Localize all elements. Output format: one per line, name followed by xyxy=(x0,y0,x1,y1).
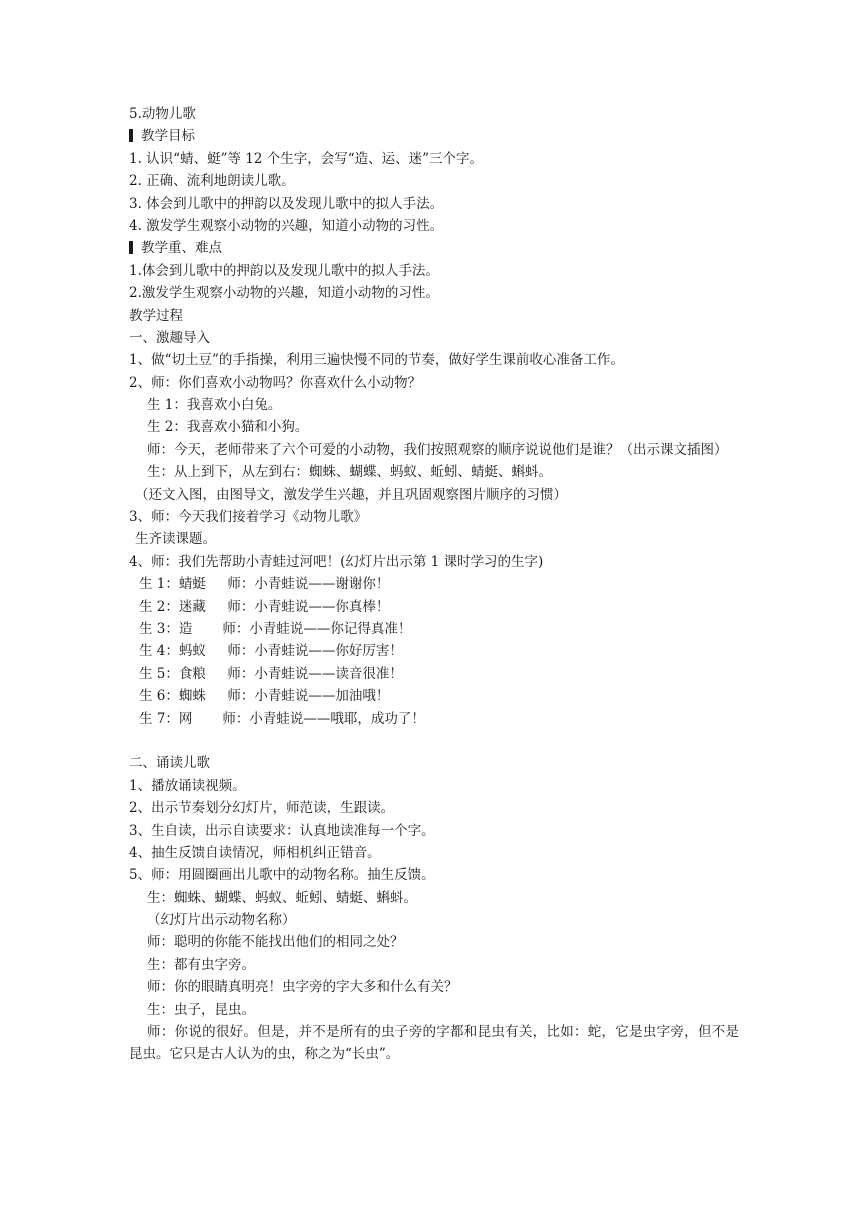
section-heading-key-points xyxy=(129,237,739,259)
vocab-row: 生 4：蚂蚁 师：小青蛙说——你好厉害！ xyxy=(139,643,403,660)
goal-item: 2. 正确、流利地朗读儿歌。 xyxy=(129,173,295,190)
dialogue-line: 生 1：我喜欢小白兔。 xyxy=(147,397,282,414)
dialogue-line: 生齐读课题。 xyxy=(135,531,216,548)
vocab-row: 生 5：食粮 师：小青蛙说——读音很准！ xyxy=(139,665,403,682)
dialogue-line: 师：聪明的你能不能找出他们的相同之处？ xyxy=(147,934,404,951)
dialogue-line: 生 2：我喜欢小猫和小狗。 xyxy=(147,419,309,436)
paragraph: 3、师：今天我们接着学习《动物儿歌》 xyxy=(129,509,368,526)
process-heading: 教学过程 xyxy=(129,307,183,324)
vocab-row: 生 1：蜻蜓 师：小青蛙说——谢谢你！ xyxy=(139,576,390,593)
dialogue-line: 师：你的眼睛真明亮！虫字旁的字大多和什么有关？ xyxy=(147,979,458,996)
dialogue-paragraph: 师：今天，老师带来了六个可爱的小动物，我们按照观察的顺序说说他们是谁？（出示课文插图） xyxy=(147,441,728,458)
paragraph: 4、师：我们先帮助小青蛙过河吧！(幻灯片出示第 1 课时学习的生字) xyxy=(129,553,544,570)
paragraph: 3、生自读，出示自读要求：认真地读准每一个字。 xyxy=(129,822,435,839)
dialogue-paragraph: 师：你说的很好。但是，并不是所有的虫子旁的字都和昆虫有关，比如：蛇，它是虫字旁，但不是昆虫。它只是古人认为的虫，称之为“长虫”。 xyxy=(129,1024,739,1063)
part1-heading: 一、激趣导入 xyxy=(129,329,210,346)
blank-line xyxy=(129,730,739,752)
vocab-row: 生 7：网 师：小青蛙说——哦耶，成功了！ xyxy=(139,710,425,727)
vocab-row: 生 2：迷藏 师：小青蛙说——你真棒！ xyxy=(139,598,390,615)
lesson-title: 5.动物儿歌 xyxy=(129,106,196,122)
paragraph: 1、播放诵读视频。 xyxy=(129,777,246,794)
dialogue-line: 生：都有虫字旁。 xyxy=(147,956,255,973)
vocab-row: 生 6：蜘蛛 师：小青蛙说——加油哦！ xyxy=(139,688,390,705)
note-line: （还文入图，由图导文，激发学生兴趣，并且巩固观察图片顺序的习惯） xyxy=(135,486,567,503)
paragraph: 4、抽生反馈自读情况，师相机纠正错音。 xyxy=(129,844,381,861)
goal-item: 1. 认识“蜻、蜓”等 12 个生字，会写“造、运、迷”三个字。 xyxy=(129,150,484,167)
part2-heading: 二、诵读儿歌 xyxy=(129,755,210,772)
section-heading-goals xyxy=(129,125,739,147)
key-point-item: 1.体会到儿歌中的押韵以及发现儿歌中的拟人手法。 xyxy=(129,262,439,279)
paragraph: 5、师：用圆圈画出儿歌中的动物名称。抽生反馈。 xyxy=(129,867,435,884)
document-body xyxy=(129,103,739,1066)
paragraph: 1、做“切土豆”的手指操，利用三遍快慢不同的节奏，做好学生课前收心准备工作。 xyxy=(129,352,624,369)
dialogue-line: 生：从上到下，从左到右：蜘蛛、蝴蝶、蚂蚁、蚯蚓、蜻蜓、蝌蚪。 xyxy=(147,464,552,481)
section-heading-key-points-text: 教学重、难点 xyxy=(141,240,222,257)
goal-item: 3. 体会到儿歌中的押韵以及发现儿歌中的拟人手法。 xyxy=(129,195,444,212)
paragraph: 2、师：你们喜欢小动物吗？你喜欢什么小动物？ xyxy=(129,374,422,391)
goal-item: 4. 激发学生观察小动物的兴趣，知道小动物的习性。 xyxy=(129,217,444,234)
dialogue-line: 生：蜘蛛、蝴蝶、蚂蚁、蚯蚓、蜻蜓、蝌蚪。 xyxy=(147,889,417,906)
heading-bullet-icon xyxy=(129,241,133,254)
key-point-item: 2.激发学生观察小动物的兴趣，知道小动物的习性。 xyxy=(129,285,439,302)
dialogue-line: 生：虫子，昆虫。 xyxy=(147,1001,255,1018)
vocab-row: 生 3：造 师：小青蛙说——你记得真准！ xyxy=(139,621,412,637)
heading-bullet-icon xyxy=(129,129,133,142)
section-heading-goals-text: 教学目标 xyxy=(141,128,195,145)
note-line: （幻灯片出示动物名称） xyxy=(147,912,296,929)
paragraph: 2、出示节奏划分幻灯片，师范读，生跟读。 xyxy=(129,800,395,817)
